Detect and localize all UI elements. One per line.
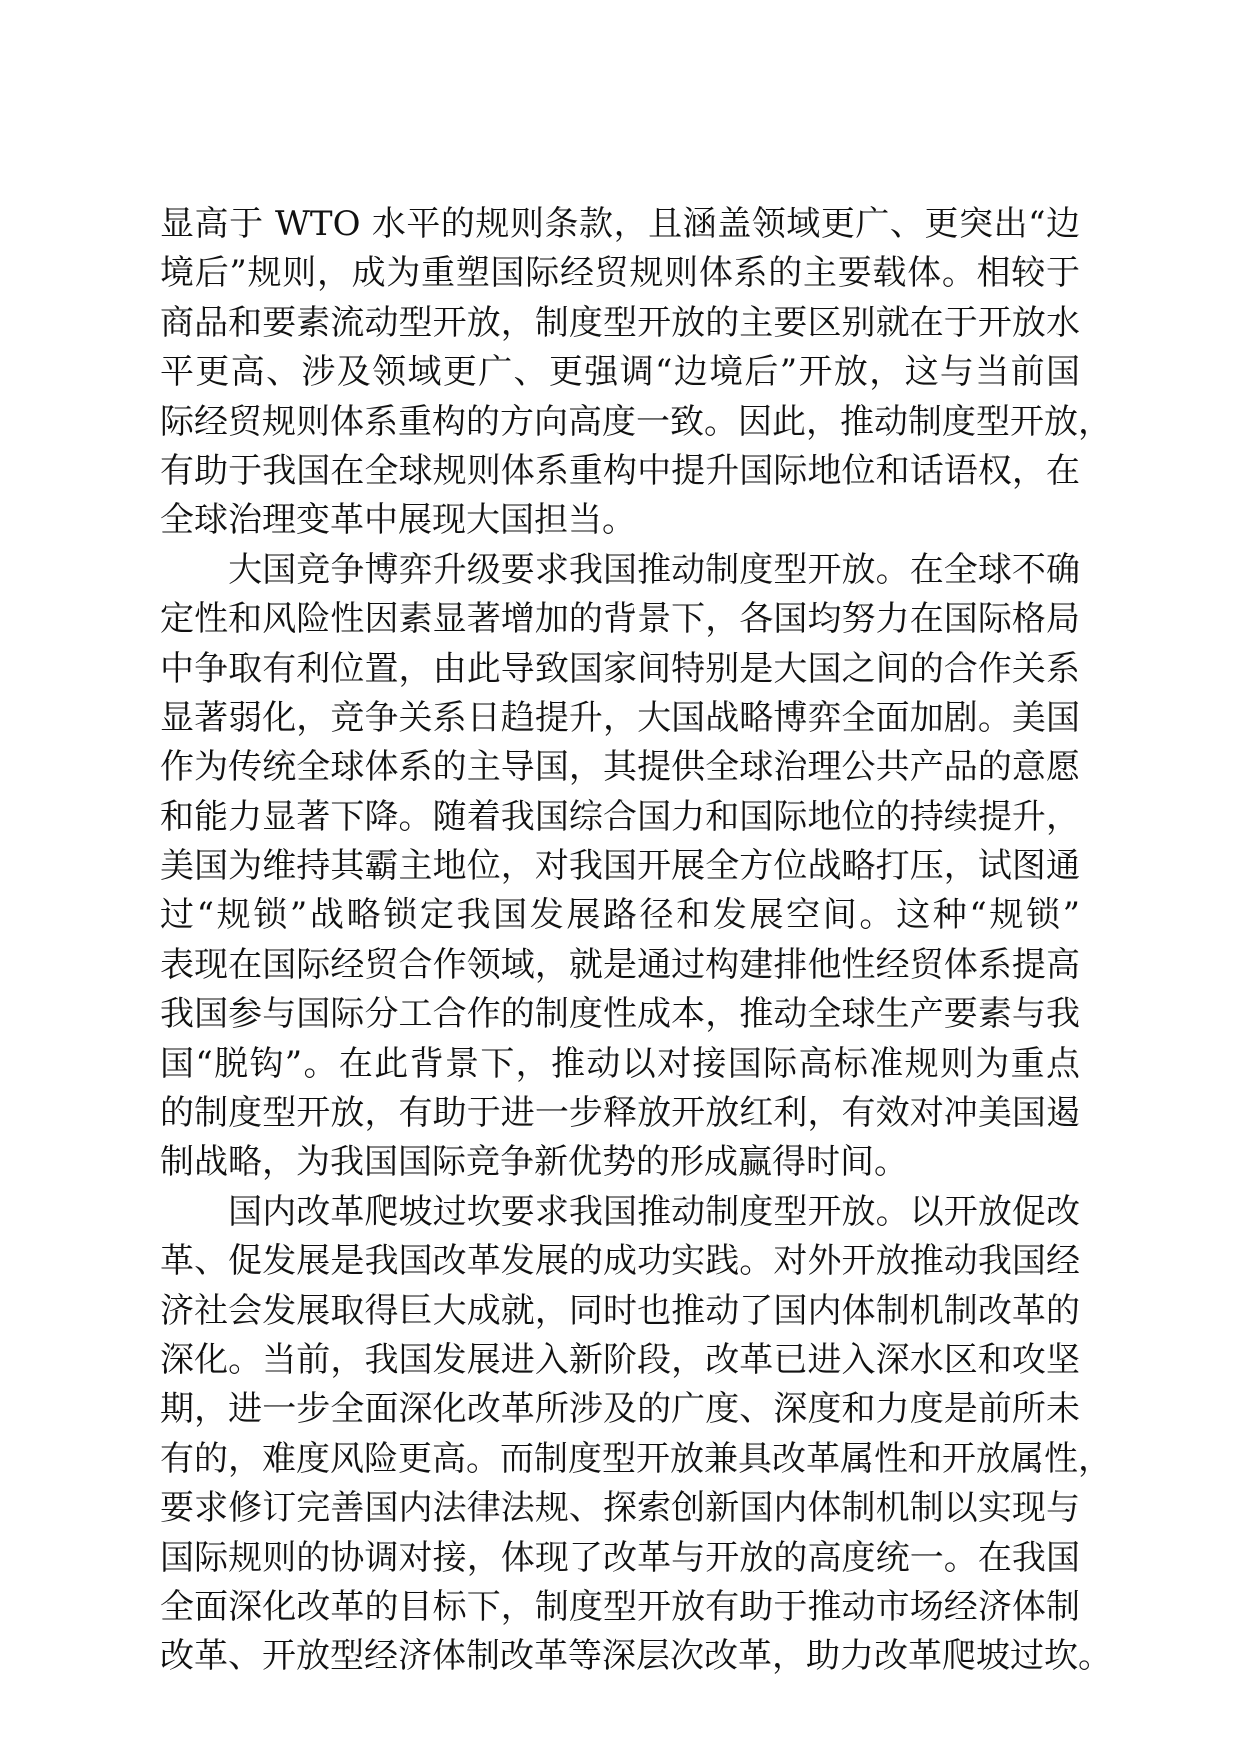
text-line: 国际规则的协调对接，体现了改革与开放的高度统一。在我国	[160, 1537, 1080, 1578]
text-line: 期，进一步全面深化改革所涉及的广度、深度和力度是前所未	[160, 1389, 1080, 1430]
text-line: 显高于 WTO 水平的规则条款，且涵盖领域更广、更突出“边	[160, 204, 1080, 244]
text-line: 制战略，为我国国际竞争新优势的形成赢得时间。	[160, 1142, 908, 1183]
text-line: 革、促发展是我国改革发展的成功实践。对外开放推动我国经	[160, 1241, 1080, 1282]
text-line: 表现在国际经贸合作领域，就是通过构建排他性经贸体系提高	[160, 944, 1080, 985]
text-line: 全球治理变革中展现大国担当。	[160, 500, 636, 541]
text-line: 过“规锁”战略锁定我国发展路径和发展空间。这种“规锁”	[160, 895, 1080, 936]
text-line: 国内改革爬坡过坎要求我国推动制度型开放。以开放促改	[160, 1191, 1080, 1232]
text-line: 改革、开放型经济体制改革等深层次改革，助力改革爬坡过坎。	[160, 1636, 1112, 1677]
text-line: 国“脱钩”。在此背景下，推动以对接国际高标准规则为重点	[160, 1043, 1080, 1084]
text-line: 和能力显著下降。随着我国综合国力和国际地位的持续提升，	[160, 796, 1080, 837]
text-line: 际经贸规则体系重构的方向高度一致。因此，推动制度型开放，	[160, 401, 1112, 442]
text-line: 美国为维持其霸主地位，对我国开展全方位战略打压，试图通	[160, 846, 1080, 887]
text-line: 全面深化改革的目标下，制度型开放有助于推动市场经济体制	[160, 1586, 1080, 1627]
document-page	[160, 200, 1112, 1682]
text-line: 大国竞争博弈升级要求我国推动制度型开放。在全球不确	[160, 549, 1080, 590]
text-line: 要求修订完善国内法律法规、探索创新国内体制机制以实现与	[160, 1488, 1080, 1529]
text-line: 济社会发展取得巨大成就，同时也推动了国内体制机制改革的	[160, 1290, 1080, 1331]
text-line: 的制度型开放，有助于进一步释放开放红利，有效对冲美国遏	[160, 1093, 1080, 1134]
text-line: 有的，难度风险更高。而制度型开放兼具改革属性和开放属性，	[160, 1438, 1112, 1479]
text-line: 显著弱化，竞争关系日趋提升，大国战略博弈全面加剧。美国	[160, 697, 1080, 738]
paragraph-3	[160, 1188, 1112, 1682]
paragraph-2	[160, 546, 1080, 1188]
text-line: 平更高、涉及领域更广、更强调“边境后”开放，这与当前国	[160, 352, 1080, 393]
text-line: 作为传统全球体系的主导国，其提供全球治理公共产品的意愿	[160, 747, 1080, 788]
text-line: 有助于我国在全球规则体系重构中提升国际地位和话语权，在	[160, 450, 1080, 491]
text-line: 中争取有利位置，由此导致国家间特别是大国之间的合作关系	[160, 648, 1080, 689]
paragraph-1	[160, 200, 1112, 546]
text-line: 境后”规则，成为重塑国际经贸规则体系的主要载体。相较于	[160, 253, 1080, 294]
text-line: 我国参与国际分工合作的制度性成本，推动全球生产要素与我	[160, 994, 1080, 1035]
text-line: 深化。当前，我国发展进入新阶段，改革已进入深水区和攻坚	[160, 1339, 1080, 1380]
text-line: 商品和要素流动型开放，制度型开放的主要区别就在于开放水	[160, 302, 1080, 343]
text-line: 定性和风险性因素显著增加的背景下，各国均努力在国际格局	[160, 599, 1080, 640]
